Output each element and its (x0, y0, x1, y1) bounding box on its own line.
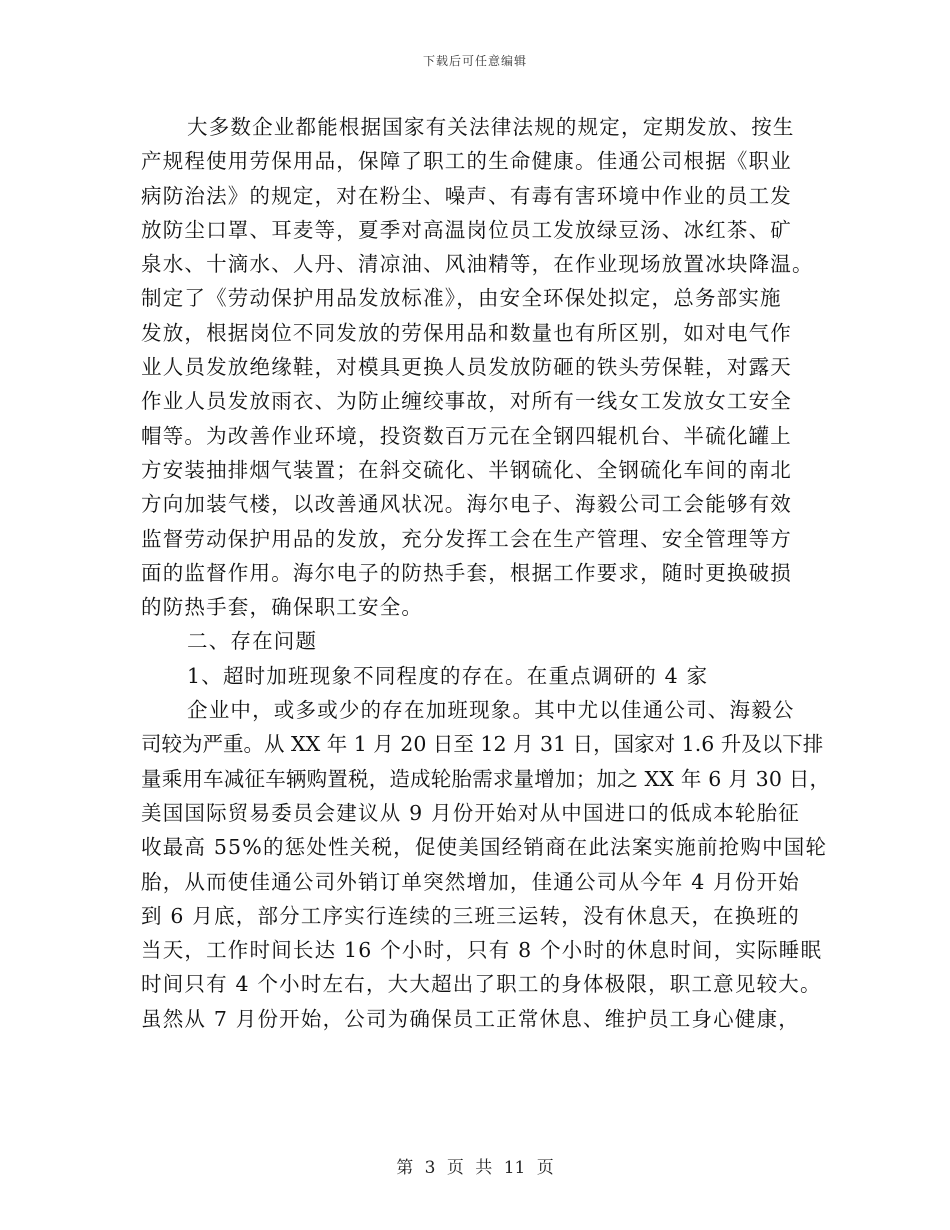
body-line: 泉水、十滴水、人丹、清凉油、风油精等，在作业现场放置冰块降温。 (141, 252, 814, 277)
body-line: 企业中，或多或少的存在加班现象。其中尤以佳通公司、海毅公 (187, 698, 795, 723)
page-header: 下载后可任意编辑 (422, 54, 527, 68)
body-line: 方安装抽排烟气装置；在斜交硫化、半钢硫化、全钢硫化车间的南北 (141, 457, 792, 482)
body-line: 收最高 55%的惩处性关税，促使美国经销商在此法案实施前抢购中国轮 (141, 835, 828, 860)
body-line: 放防尘口罩、耳麦等，夏季对高温岗位员工发放绿豆汤、冰红茶、矿 (141, 217, 792, 242)
body-line: 病防治法》的规定，对在粉尘、噪声、有毒有害环境中作业的员工发 (141, 183, 792, 208)
body-line: 当天，工作时间长达 16 个小时，只有 8 个小时的休息时间，实际睡眠 (141, 938, 823, 963)
body-line: 量乘用车减征车辆购置税，造成轮胎需求量增加；加之 XX 年 6 月 30 日， (141, 766, 831, 791)
document-body (141, 110, 831, 1036)
body-line: 的防热手套，确保职工安全。 (141, 595, 424, 620)
body-line: 业人员发放绝缘鞋，对模具更换人员发放防砸的铁头劳保鞋，对露天 (141, 355, 792, 380)
body-line: 制定了《劳动保护用品发放标准》，由安全环保处拟定，总务部实施 (141, 286, 782, 311)
body-line: 时间只有 4 个小时左右，大大超出了职工的身体极限，职工意见较大。 (141, 972, 822, 997)
body-line: 胎，从而使佳通公司外销订单突然增加，佳通公司从今年 4 月份开始 (141, 869, 800, 894)
body-line: 方向加装气楼，以改善通风状况。海尔电子、海毅公司工会能够有效 (141, 492, 792, 517)
body-line: 虽然从 7 月份开始，公司为确保员工正常休息、维护员工身心健康， (141, 1006, 800, 1031)
section-heading: 二、存在问题 (187, 629, 318, 654)
body-line: 监督劳动保护用品的发放，充分发挥工会在生产管理、安全管理等方 (141, 526, 792, 551)
body-line: 帽等。为改善作业环境，投资数百万元在全钢四辊机台、半硫化罐上 (141, 423, 792, 448)
body-line: 发放，根据岗位不同发放的劳保用品和数量也有所区别，如对电气作 (141, 320, 792, 345)
body-line: 司较为严重。从 XX 年 1 月 20 日至 12 月 31 日，国家对 1.6 升及以下排 (141, 732, 824, 757)
body-line: 1、超时加班现象不同程度的存在。在重点调研的 4 家 (187, 663, 709, 688)
page-number: 第 3 页 共 11 页 (396, 1158, 554, 1178)
body-line: 产规程使用劳保用品，保障了职工的生命健康。佳通公司根据《职业 (141, 149, 792, 174)
body-line: 面的监督作用。海尔电子的防热手套，根据工作要求，随时更换破损 (141, 560, 792, 585)
body-line: 美国国际贸易委员会建议从 9 月份开始对从中国进口的低成本轮胎征 (141, 800, 800, 825)
body-line: 大多数企业都能根据国家有关法律法规的规定，定期发放、按生 (187, 115, 795, 139)
body-line: 到 6 月底，部分工序实行连续的三班三运转，没有休息天，在换班的 (141, 903, 800, 928)
body-line: 作业人员发放雨衣、为防止缠绞事故，对所有一线女工发放女工安全 (141, 389, 792, 414)
